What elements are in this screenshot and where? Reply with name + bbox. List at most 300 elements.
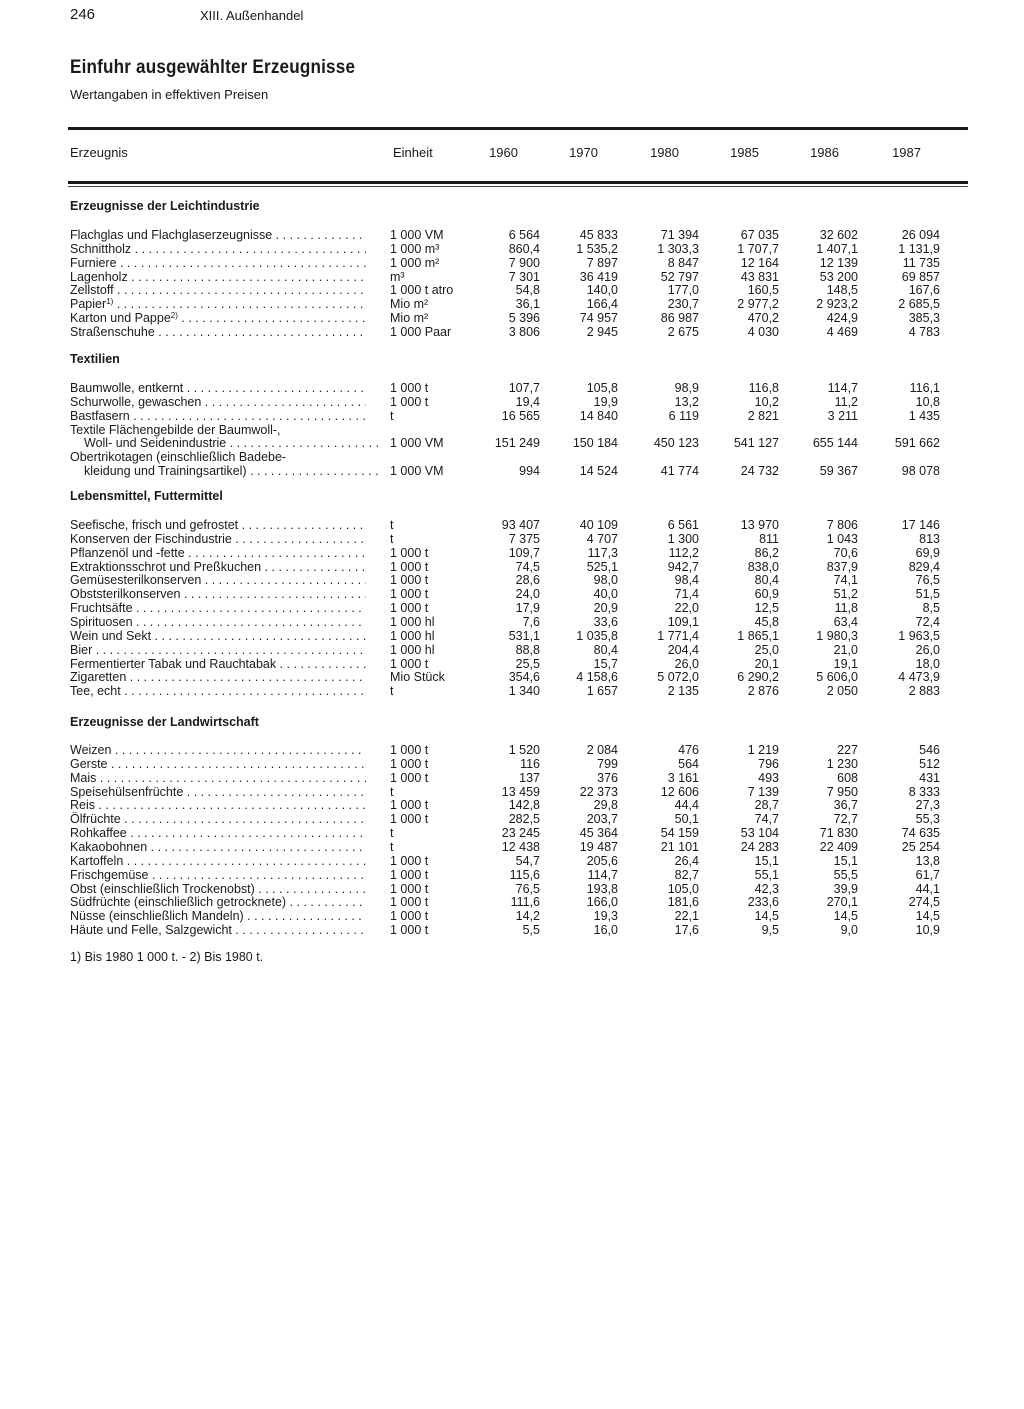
row-value-1985: 45,8: [754, 614, 779, 629]
row-value-1960: 1 520: [508, 743, 540, 757]
row-unit: 1 000 m³: [390, 241, 440, 256]
row-value-1987: 8 333: [908, 784, 940, 799]
row-label: [70, 395, 366, 409]
row-value-1980: 26,4: [674, 853, 699, 868]
row-value-1970: 117,3: [587, 545, 618, 560]
row-value-1960: 1 340: [508, 684, 540, 699]
row-value-1960: 17,9: [515, 601, 540, 616]
row-value-1987: 72,4: [915, 614, 940, 629]
row-label: [70, 450, 366, 464]
row-value-1986: 72,7: [833, 812, 858, 827]
row-unit: t: [390, 531, 394, 546]
row-value-1970: 45 364: [579, 826, 618, 841]
column-header-1986: 1986: [810, 145, 839, 160]
row-label-text: Tee, echt: [70, 684, 121, 699]
row-value-1987: 10,8: [915, 394, 940, 409]
row-value-1987: 61,7: [915, 867, 940, 882]
column-header-erzeugnis: Erzeugnis: [70, 145, 128, 160]
row-value-1987: 2 883: [908, 684, 940, 699]
row-label-text: Karton und Pappe: [70, 311, 171, 326]
row-value-1987: 813: [919, 531, 940, 546]
row-value-1987: 546: [919, 743, 940, 757]
row-value-1960: 16 565: [501, 408, 540, 423]
row-label-text: Ölfrüchte: [70, 812, 121, 827]
row-value-1986: 11,8: [834, 601, 858, 616]
column-header-1985: 1985: [730, 145, 759, 160]
row-value-1985: 80,4: [754, 573, 779, 588]
row-label-text: Seefische, frisch und gefrostet: [70, 518, 239, 532]
row-label-text: Baumwolle, entkernt: [70, 381, 184, 395]
row-value-1980: 54 159: [660, 826, 699, 841]
row-unit: 1 000 t: [390, 756, 429, 771]
row-value-1980: 52 797: [660, 269, 699, 284]
row-label-text: Flachglas und Flachglaserzeugnisse: [70, 228, 273, 242]
row-unit: 1 000 t: [390, 867, 429, 882]
row-value-1980: 1 771,4: [657, 628, 699, 643]
row-unit: m³: [390, 269, 405, 284]
row-label-text: Obst (einschließlich Trockenobst): [70, 881, 255, 896]
table-row: [0, 615, 1024, 629]
table-row: [0, 546, 1024, 560]
table-row: [0, 325, 1024, 339]
row-value-1987: 13,8: [915, 853, 940, 868]
row-value-1985: 493: [758, 770, 779, 785]
row-value-1960: 151 249: [494, 436, 540, 451]
row-unit: 1 000 VM: [390, 436, 444, 451]
row-value-1986: 837,9: [826, 559, 858, 574]
row-label-text: Schurwolle, gewaschen: [70, 394, 202, 409]
row-label: [70, 601, 366, 615]
row-label-text: Textile Flächengebilde der Baumwoll-,: [70, 422, 281, 437]
row-label: [70, 826, 366, 840]
row-unit: 1 000 m²: [390, 255, 440, 270]
row-label: [70, 560, 366, 574]
table-row: [0, 923, 1024, 937]
row-value-1985: 42,3: [754, 881, 779, 896]
row-value-1980: 181,6: [667, 895, 699, 910]
row-label-text: Extraktionsschrot und Preßkuchen: [70, 559, 262, 574]
row-label: [70, 812, 366, 826]
row-value-1987: 44,1: [915, 881, 940, 896]
row-label-text: Obststerilkonserven: [70, 587, 181, 602]
table-row: [0, 464, 1024, 478]
row-label-text: Südfrüchte (einschließlich getrocknete): [70, 895, 287, 910]
row-value-1960: 76,5: [515, 881, 540, 896]
column-header-1960: 1960: [489, 145, 518, 160]
row-value-1986: 7 806: [826, 518, 858, 532]
row-value-1970: 2 945: [586, 324, 618, 339]
table-row: [0, 657, 1024, 671]
row-value-1980: 26,0: [674, 656, 699, 671]
row-value-1980: 82,7: [674, 867, 699, 882]
row-label-text: Häute und Felle, Salzgewicht: [70, 923, 232, 938]
table-row: [0, 270, 1024, 284]
row-value-1980: 230,7: [667, 297, 699, 312]
row-value-1960: 3 806: [508, 324, 540, 339]
table-row: [0, 436, 1024, 450]
row-value-1987: 69,9: [915, 545, 940, 560]
row-value-1986: 39,9: [833, 881, 858, 896]
row-label: [70, 228, 366, 242]
row-value-1970: 205,6: [586, 853, 618, 868]
row-label: [70, 909, 366, 923]
row-label-text: Reis: [70, 798, 96, 813]
row-value-1986: 4 469: [826, 324, 858, 339]
row-value-1960: 13 459: [501, 784, 540, 799]
row-value-1985: 43 831: [740, 269, 779, 284]
row-value-1987: 55,3: [915, 812, 940, 827]
row-value-1960: 93 407: [501, 518, 540, 532]
row-value-1980: 98,4: [674, 573, 699, 588]
table-row: [0, 573, 1024, 587]
row-label: [70, 532, 366, 546]
header-rule-bottom-thin: [68, 186, 968, 187]
row-value-1987: 18,0: [915, 656, 940, 671]
row-value-1986: 608: [837, 770, 858, 785]
row-value-1970: 45 833: [579, 228, 618, 242]
table-row: [0, 743, 1024, 757]
row-value-1970: 14 524: [579, 464, 618, 479]
row-value-1985: 12,5: [754, 601, 779, 616]
table-row: [0, 812, 1024, 826]
row-label: [70, 657, 366, 671]
row-unit: 1 000 t: [390, 545, 429, 560]
row-value-1960: 7 301: [508, 269, 540, 284]
row-value-1970: 80,4: [593, 642, 618, 657]
row-value-1985: 13 970: [740, 518, 779, 532]
row-value-1960: 115,6: [509, 867, 540, 882]
table-row: [0, 909, 1024, 923]
row-label-text: Fermentierter Tabak und Rauchtabak: [70, 656, 277, 671]
row-value-1960: 7 900: [508, 255, 540, 270]
row-value-1960: 7 375: [508, 531, 540, 546]
row-value-1986: 14,5: [833, 909, 858, 924]
row-unit: 1 000 hl: [390, 628, 435, 643]
row-label: [70, 409, 366, 423]
row-value-1985: 2 876: [747, 684, 779, 699]
row-label: [70, 670, 366, 684]
row-value-1986: 74,1: [833, 573, 858, 588]
row-unit: t: [390, 518, 394, 532]
column-header-einheit: Einheit: [393, 145, 433, 160]
table-row: [0, 518, 1024, 532]
row-label-text: Straßenschuhe: [70, 324, 155, 339]
table-row: [0, 757, 1024, 771]
row-label: [70, 895, 366, 909]
row-value-1980: 6 561: [667, 518, 699, 532]
row-value-1987: 98 078: [901, 464, 940, 479]
row-value-1987: 27,3: [915, 798, 940, 813]
row-value-1970: 1 535,2: [576, 241, 618, 256]
row-value-1986: 19,1: [833, 656, 858, 671]
row-label: [70, 242, 366, 256]
row-value-1960: 74,5: [515, 559, 540, 574]
row-value-1986: 148,5: [826, 283, 858, 298]
row-value-1960: 109,7: [508, 545, 540, 560]
row-value-1986: 63,4: [833, 614, 858, 629]
row-label-text: Fruchtsäfte: [70, 601, 133, 616]
row-value-1980: 71 394: [660, 228, 699, 242]
row-label: [70, 311, 366, 325]
row-value-1986: 1 230: [826, 756, 858, 771]
row-unit: 1 000 t: [390, 770, 429, 785]
row-value-1985: 160,5: [747, 283, 779, 298]
row-value-1985: 541 127: [733, 436, 779, 451]
row-label: [70, 840, 366, 854]
row-value-1970: 16,0: [593, 923, 618, 938]
row-unit: t: [390, 408, 394, 423]
row-value-1985: 15,1: [754, 853, 779, 868]
section-title: Lebensmittel, Futtermittel: [70, 489, 223, 503]
row-value-1985: 2 821: [747, 408, 779, 423]
row-value-1985: 4 030: [747, 324, 779, 339]
row-value-1986: 1 043: [826, 531, 858, 546]
row-value-1980: 476: [678, 743, 699, 757]
row-label: [70, 573, 366, 587]
row-value-1987: 8,5: [922, 601, 940, 616]
row-value-1987: 512: [919, 756, 940, 771]
table-row: [0, 311, 1024, 325]
table-row: [0, 297, 1024, 311]
row-value-1986: 424,9: [826, 311, 858, 326]
row-value-1987: 76,5: [915, 573, 940, 588]
table-row: [0, 242, 1024, 256]
row-value-1986: 21,0: [833, 642, 858, 657]
row-value-1960: 994: [519, 464, 540, 479]
row-label-text: Wein und Sekt: [70, 628, 152, 643]
row-value-1980: 2 135: [667, 684, 699, 699]
page-number: 246: [70, 6, 96, 23]
row-value-1987: 69 857: [901, 269, 940, 284]
row-value-1987: 25 254: [901, 839, 940, 854]
row-value-1986: 3 211: [827, 408, 858, 423]
row-value-1986: 70,6: [833, 545, 858, 560]
row-value-1980: 98,9: [674, 381, 699, 395]
row-value-1960: 107,7: [508, 381, 540, 395]
row-value-1985: 60,9: [754, 587, 779, 602]
row-value-1970: 14 840: [579, 408, 618, 423]
row-value-1970: 4 158,6: [576, 670, 618, 685]
row-label: [70, 270, 366, 284]
row-unit: 1 000 t: [390, 559, 429, 574]
row-unit: 1 000 hl: [390, 642, 435, 657]
table-row: [0, 450, 1024, 464]
row-value-1980: 21 101: [660, 839, 699, 854]
header-rule-top: [68, 127, 968, 130]
table-row: [0, 854, 1024, 868]
row-value-1980: 6 119: [668, 408, 699, 423]
row-label-text: Zellstoff: [70, 283, 114, 298]
row-value-1980: 3 161: [667, 770, 699, 785]
row-value-1986: 12 139: [819, 255, 858, 270]
row-value-1960: 282,5: [508, 812, 540, 827]
row-unit: Mio m²: [390, 311, 429, 326]
row-value-1960: 36,1: [515, 297, 540, 312]
row-value-1986: 2 050: [826, 684, 858, 699]
row-unit: 1 000 t: [390, 923, 429, 938]
row-value-1970: 140,0: [586, 283, 618, 298]
row-value-1980: 8 847: [667, 255, 699, 270]
row-value-1987: 17 146: [901, 518, 940, 532]
row-value-1985: 233,6: [747, 895, 779, 910]
row-value-1980: 112,2: [668, 545, 699, 560]
row-value-1980: 177,0: [667, 283, 699, 298]
row-value-1970: 40,0: [593, 587, 618, 602]
table-row: [0, 826, 1024, 840]
row-value-1970: 15,7: [593, 656, 618, 671]
row-label: [70, 757, 366, 771]
table-row: [0, 798, 1024, 812]
row-label-text: Nüsse (einschließlich Mandeln): [70, 909, 244, 924]
running-head: XIII. Außenhandel: [200, 8, 304, 23]
row-unit: 1 000 t: [390, 394, 429, 409]
row-label-text: Pflanzenöl und -fette: [70, 545, 185, 560]
row-unit: 1 000 t: [390, 587, 429, 602]
row-value-1970: 166,0: [586, 895, 618, 910]
row-label-text: Frischgemüse: [70, 867, 149, 882]
table-row: [0, 882, 1024, 896]
row-unit: 1 000 t: [390, 909, 429, 924]
row-value-1960: 5,5: [522, 923, 540, 938]
row-value-1980: 564: [678, 756, 699, 771]
row-label: [70, 743, 366, 757]
row-value-1987: 10,9: [915, 923, 940, 938]
row-value-1980: 22,1: [674, 909, 699, 924]
row-value-1980: 22,0: [674, 601, 699, 616]
row-value-1960: 111,6: [510, 895, 540, 910]
row-unit: 1 000 t: [390, 798, 429, 813]
row-value-1985: 838,0: [747, 559, 779, 574]
row-value-1986: 71 830: [819, 826, 858, 841]
table-row: [0, 643, 1024, 657]
row-value-1987: 26 094: [901, 228, 940, 242]
row-unit: 1 000 t: [390, 895, 429, 910]
row-value-1970: 19 487: [579, 839, 618, 854]
table-row: [0, 560, 1024, 574]
row-value-1970: 4 707: [586, 531, 618, 546]
table-row: [0, 670, 1024, 684]
row-value-1970: 20,9: [593, 601, 618, 616]
row-value-1985: 25,0: [754, 642, 779, 657]
row-value-1960: 137: [519, 770, 540, 785]
row-unit: 1 000 Paar: [390, 324, 452, 339]
row-value-1985: 6 290,2: [737, 670, 779, 685]
row-value-1985: 14,5: [754, 909, 779, 924]
table-row: [0, 423, 1024, 437]
row-label: [70, 546, 366, 560]
row-label: [70, 868, 366, 882]
row-label: [84, 436, 380, 450]
row-value-1970: 376: [597, 770, 618, 785]
row-unit: 1 000 t: [390, 656, 429, 671]
row-value-1960: 88,8: [515, 642, 540, 657]
row-label: [70, 923, 366, 937]
row-label: [70, 854, 366, 868]
row-value-1986: 5 606,0: [816, 670, 858, 685]
row-value-1960: 24,0: [515, 587, 540, 602]
row-value-1987: 1 963,5: [898, 628, 940, 643]
row-value-1987: 14,5: [915, 909, 940, 924]
row-label: [70, 423, 366, 437]
row-value-1986: 227: [837, 743, 858, 757]
row-label: [70, 882, 366, 896]
row-value-1970: 525,1: [586, 559, 618, 574]
row-value-1985: 20,1: [754, 656, 779, 671]
row-value-1987: 4 473,9: [898, 670, 940, 685]
row-label: [70, 798, 366, 812]
row-value-1980: 86 987: [660, 311, 699, 326]
table-row: [0, 381, 1024, 395]
row-value-1970: 150 184: [572, 436, 618, 451]
row-value-1970: 203,7: [586, 812, 618, 827]
row-value-1986: 22 409: [819, 839, 858, 854]
row-label-text: Lagenholz: [70, 269, 128, 284]
row-value-1985: 796: [758, 756, 779, 771]
row-label: [70, 785, 366, 799]
row-value-1960: 23 245: [501, 826, 540, 841]
row-value-1985: 1 219: [747, 743, 779, 757]
table-row: [0, 409, 1024, 423]
row-value-1960: 116: [520, 756, 540, 771]
row-unit: 1 000 VM: [390, 464, 444, 479]
section-title: Erzeugnisse der Landwirtschaft: [70, 715, 259, 729]
row-value-1985: 9,5: [761, 923, 779, 938]
row-value-1986: 7 950: [826, 784, 858, 799]
row-unit: 1 000 t: [390, 881, 429, 896]
row-unit: t: [390, 839, 394, 854]
row-value-1960: 14,2: [515, 909, 540, 924]
row-label: [70, 518, 366, 532]
row-value-1987: 26,0: [915, 642, 940, 657]
row-value-1970: 40 109: [579, 518, 618, 532]
row-value-1980: 204,4: [667, 642, 699, 657]
row-label-text: Schnittholz: [70, 241, 132, 256]
table-row: [0, 587, 1024, 601]
row-label-text: Weizen: [70, 743, 112, 757]
row-label: [70, 643, 366, 657]
header-rule-bottom: [68, 181, 968, 184]
row-label-text: Kartoffeln: [70, 853, 124, 868]
row-value-1985: 10,2: [754, 394, 779, 409]
row-unit: t: [390, 784, 394, 799]
row-value-1980: 71,4: [674, 587, 699, 602]
row-value-1985: 470,2: [747, 311, 779, 326]
row-value-1980: 41 774: [660, 464, 699, 479]
row-label-text: Speisehülsenfrüchte: [70, 784, 184, 799]
row-value-1970: 36 419: [579, 269, 618, 284]
row-value-1980: 17,6: [674, 923, 699, 938]
row-value-1986: 53 200: [819, 269, 858, 284]
row-value-1985: 7 139: [747, 784, 779, 799]
row-value-1960: 25,5: [515, 656, 540, 671]
row-value-1987: 74 635: [901, 826, 940, 841]
row-label-text: Konserven der Fischindustrie: [70, 531, 232, 546]
row-label-text: Woll- und Seidenindustrie: [84, 436, 227, 451]
row-value-1986: 270,1: [826, 895, 858, 910]
row-value-1960: 354,6: [508, 670, 540, 685]
row-value-1980: 105,0: [667, 881, 699, 896]
row-value-1986: 114,7: [827, 381, 858, 395]
row-value-1970: 193,8: [586, 881, 618, 896]
row-value-1985: 24 283: [740, 839, 779, 854]
row-value-1986: 15,1: [833, 853, 858, 868]
table-row: [0, 395, 1024, 409]
row-label-text: Spirituosen: [70, 614, 133, 629]
row-value-1970: 33,6: [593, 614, 618, 629]
row-unit: 1 000 t: [390, 601, 429, 616]
row-value-1987: 829,4: [908, 559, 940, 574]
column-header-1970: 1970: [569, 145, 598, 160]
